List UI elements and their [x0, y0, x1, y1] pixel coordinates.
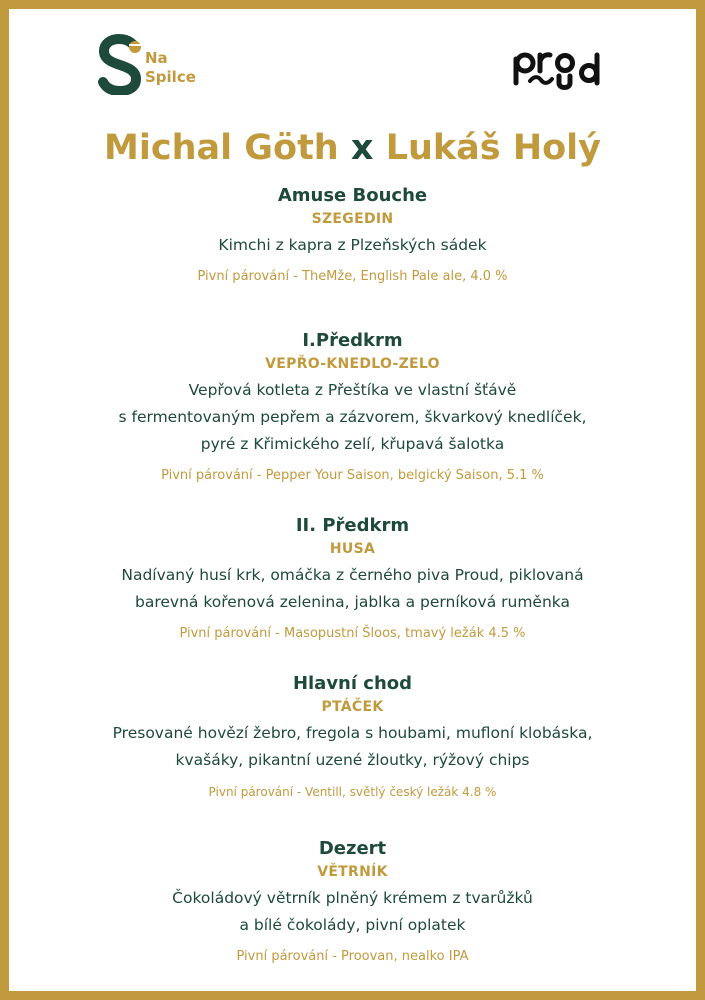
course-title: Dezert [318, 838, 387, 859]
headline-x: x [350, 128, 374, 168]
na-spilce-logo-icon [95, 33, 147, 95]
course-subtitle: PTÁČEK [321, 699, 384, 715]
course-title: II. Předkrm [295, 515, 410, 536]
beer-pairing: Pivní párování - Pepper Your Saison, belgický Saison, 5.1 % [161, 468, 544, 483]
course-title: Hlavní chod [292, 673, 413, 694]
chef-left: Michal Göth [104, 128, 339, 168]
page-title [9, 126, 696, 170]
description-line: barevná kořenová zelenina, jablka a perníková ruměnka [135, 593, 570, 611]
course-title: I.Předkrm [302, 330, 403, 351]
course-description [9, 562, 696, 616]
course-main [9, 672, 696, 802]
course-title: Amuse Bouche [277, 185, 428, 206]
description-line: s fermentovaným pepřem a zázvorem, škvarkový knedlíček, [118, 408, 587, 426]
description-line: pyré z Křimického zelí, křupavá šalotka [200, 435, 505, 453]
course-first-starter [9, 329, 696, 486]
beer-pairing: Pivní párování - Proovan, nealko IPA [236, 949, 469, 964]
menu-page [9, 9, 696, 991]
course-amuse-bouche [9, 184, 696, 287]
course-description [9, 885, 696, 939]
course-second-starter [9, 514, 696, 644]
logo-line-2: Spilce [145, 68, 196, 86]
beer-pairing: Pivní párování - Ventill, světlý český ležák 4.8 % [208, 785, 497, 799]
course-subtitle: VĚTRNÍK [317, 864, 388, 880]
description-line: Vepřová kotleta z Přeštíka ve vlastní šťávě [188, 381, 517, 399]
description-line: kvašáky, pikantní uzené žloutky, rýžový chips [175, 751, 530, 769]
logo-line-1: Na [145, 49, 168, 67]
description-line: Kimchi z kapra z Plzeňských sádek [218, 236, 487, 254]
course-subtitle: VEPŘO-KNEDLO-ZELO [265, 356, 440, 372]
description-line: Presované hovězí žebro, fregola s houbami, mufloní klobáska, [112, 724, 593, 742]
beer-pairing: Pivní párování - Masopustní Šloos, tmavý ležák 4.5 % [179, 626, 526, 641]
course-description [9, 377, 696, 458]
course-dessert [9, 837, 696, 967]
na-spilce-wordmark [145, 49, 196, 87]
course-subtitle: HUSA [329, 541, 376, 557]
course-subtitle: SZEGEDIN [311, 211, 394, 227]
description-line: a bílé čokolády, pivní oplatek [239, 916, 466, 934]
proud-logo-icon [512, 41, 604, 91]
course-description [9, 720, 696, 774]
chef-right: Lukáš Holý [385, 128, 601, 168]
course-description [9, 232, 696, 259]
description-line: Nadívaný husí krk, omáčka z černého piva Proud, piklovaná [121, 566, 584, 584]
description-line: Čokoládový větrník plněný krémem z tvarůžků [172, 889, 533, 907]
beer-pairing: Pivní párování - TheMže, English Pale ale, 4.0 % [197, 269, 508, 284]
